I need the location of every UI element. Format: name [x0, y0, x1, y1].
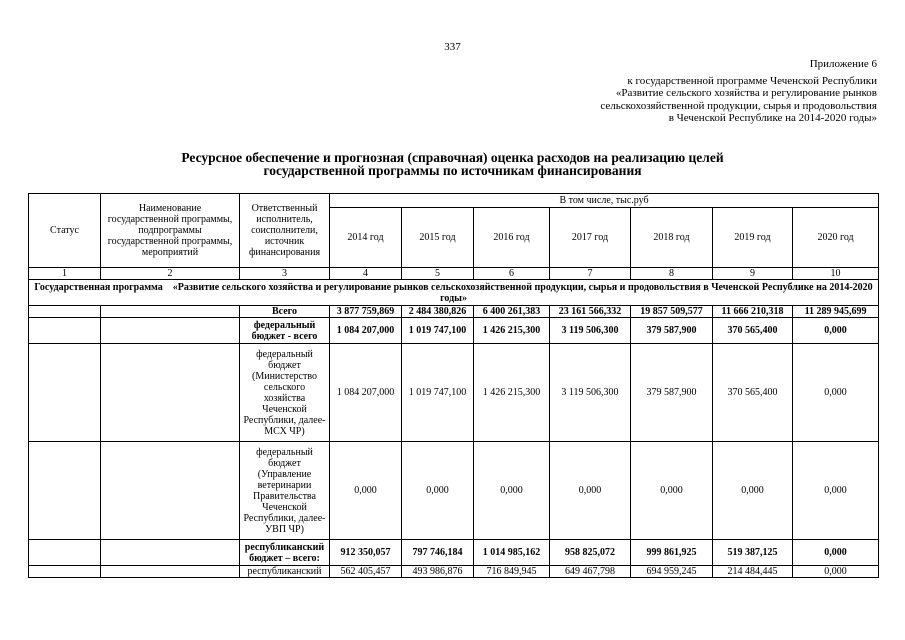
- column-number: 3: [240, 268, 330, 280]
- table-row: [29, 442, 879, 540]
- value-cell: 797 746,184: [402, 540, 474, 566]
- value-cell: 3 119 506,300: [550, 344, 631, 442]
- value-cell: 1 426 215,300: [474, 344, 550, 442]
- value-cell: 370 565,400: [713, 344, 793, 442]
- value-cell: 19 857 509,577: [631, 306, 713, 318]
- document-title-line: государственной программы по источникам финансирования: [263, 163, 642, 178]
- table-row: [29, 344, 879, 442]
- source-cell: республиканский бюджет – всего:: [240, 540, 330, 566]
- value-cell: 11 666 210,318: [713, 306, 793, 318]
- source-cell: федеральный бюджет (Управление ветеринарии Правительства Чеченской Республики, далее-УВП ЧР): [240, 442, 330, 540]
- value-cell: 370 565,400: [713, 318, 793, 344]
- value-cell: 958 825,072: [550, 540, 631, 566]
- value-cell: 0,000: [793, 566, 879, 578]
- header-name: Наименование государственной программы, подпрограммы государственной программы, мероприятий: [101, 194, 240, 268]
- value-cell: 0,000: [793, 318, 879, 344]
- table-row: [29, 566, 879, 578]
- page-number: 337: [444, 41, 461, 53]
- program-label: Государственная программа: [34, 281, 163, 293]
- appendix-title: Приложение 6: [809, 58, 877, 70]
- value-cell: 912 350,057: [330, 540, 402, 566]
- source-cell: Всего: [240, 306, 330, 318]
- column-number: 6: [474, 268, 550, 280]
- value-cell: 0,000: [793, 442, 879, 540]
- table-row: [29, 540, 879, 566]
- value-cell: 999 861,925: [631, 540, 713, 566]
- value-cell: 694 959,245: [631, 566, 713, 578]
- column-number: 9: [713, 268, 793, 280]
- header-executor: Ответственный исполнитель, соисполнители, источник финансирования: [240, 194, 330, 268]
- column-number: 8: [631, 268, 713, 280]
- value-cell: 0,000: [474, 442, 550, 540]
- table-row: [29, 306, 879, 318]
- column-number: 1: [29, 268, 101, 280]
- value-cell: 214 484,445: [713, 566, 793, 578]
- value-cell: 0,000: [793, 344, 879, 442]
- header-year: 2017 год: [550, 208, 631, 268]
- value-cell: 0,000: [550, 442, 631, 540]
- column-number-row: [29, 268, 879, 280]
- value-cell: 6 400 261,383: [474, 306, 550, 318]
- source-cell: республиканский: [240, 566, 330, 578]
- value-cell: 519 387,125: [713, 540, 793, 566]
- appendix-line: сельскохозяйственной продукции, сырья и продовольствия: [600, 99, 877, 112]
- header-year: 2015 год: [402, 208, 474, 268]
- value-cell: 493 986,876: [402, 566, 474, 578]
- value-cell: 1 014 985,162: [474, 540, 550, 566]
- column-number: 5: [402, 268, 474, 280]
- value-cell: 3 877 759,869: [330, 306, 402, 318]
- appendix-header: [600, 58, 877, 125]
- resource-table: [28, 193, 879, 578]
- document-title: [0, 151, 905, 177]
- value-cell: 0,000: [713, 442, 793, 540]
- value-cell: 0,000: [793, 540, 879, 566]
- header-group: В том числе, тыс.руб: [330, 194, 879, 208]
- column-number: 2: [101, 268, 240, 280]
- value-cell: 0,000: [631, 442, 713, 540]
- column-number: 10: [793, 268, 879, 280]
- header-year: 2016 год: [474, 208, 550, 268]
- program-name: «Развитие сельского хозяйства и регулирование рынков сельскохозяйственной продукции, сырья и продовольствия в Чеченской Республике на 2014-2020 годы»: [172, 281, 873, 304]
- value-cell: 23 161 566,332: [550, 306, 631, 318]
- appendix-line: в Чеченской Республике на 2014-2020 годы»: [668, 112, 877, 124]
- header-year: 2020 год: [793, 208, 879, 268]
- appendix-line: «Развитие сельского хозяйства и регулирование рынков: [615, 87, 877, 99]
- value-cell: 379 587,900: [631, 344, 713, 442]
- column-number: 4: [330, 268, 402, 280]
- header-year: 2019 год: [713, 208, 793, 268]
- value-cell: 562 405,457: [330, 566, 402, 578]
- value-cell: 3 119 506,300: [550, 318, 631, 344]
- table-row: [29, 318, 879, 344]
- value-cell: 1 084 207,000: [330, 344, 402, 442]
- header-year: 2014 год: [330, 208, 402, 268]
- source-cell: федеральный бюджет - всего: [240, 318, 330, 344]
- header-status: Статус: [29, 194, 101, 268]
- value-cell: 0,000: [402, 442, 474, 540]
- header-year: 2018 год: [631, 208, 713, 268]
- value-cell: 11 289 945,699: [793, 306, 879, 318]
- column-number: 7: [550, 268, 631, 280]
- value-cell: 379 587,900: [631, 318, 713, 344]
- value-cell: 1 019 747,100: [402, 344, 474, 442]
- document-title-line: Ресурсное обеспечение и прогнозная (справочная) оценка расходов на реализацию целей: [181, 150, 724, 165]
- value-cell: 716 849,945: [474, 566, 550, 578]
- value-cell: 649 467,798: [550, 566, 631, 578]
- value-cell: 1 019 747,100: [402, 318, 474, 344]
- appendix-line: к государственной программе Чеченской Республики: [627, 74, 877, 87]
- value-cell: 1 426 215,300: [474, 318, 550, 344]
- program-row: [29, 280, 879, 306]
- value-cell: 1 084 207,000: [330, 318, 402, 344]
- source-cell: федеральный бюджет (Министерство сельского хозяйства Чеченской Республики, далее-МСХ ЧР): [240, 344, 330, 442]
- value-cell: 0,000: [330, 442, 402, 540]
- value-cell: 2 484 380,826: [402, 306, 474, 318]
